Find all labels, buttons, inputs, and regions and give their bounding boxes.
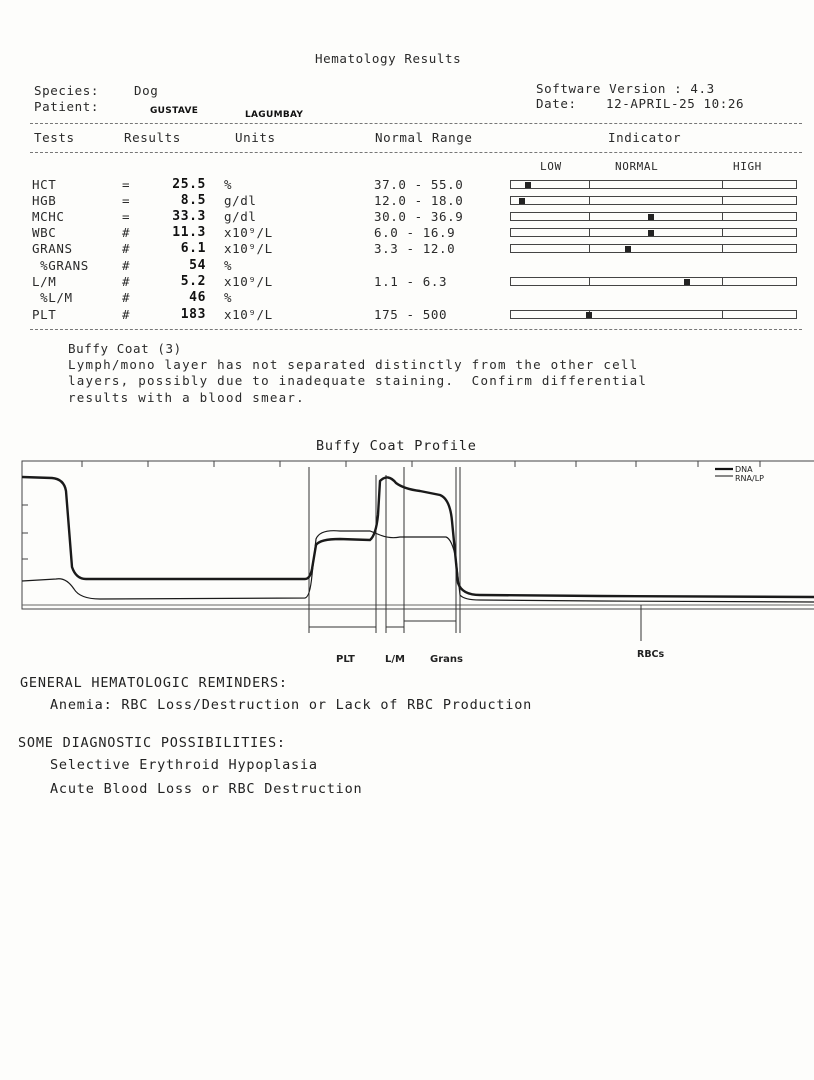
buffy-note-line: layers, possibly due to inadequate staining. Confirm differential — [68, 373, 648, 388]
result-flag: = — [122, 177, 131, 192]
diagnostics-heading: SOME DIAGNOSTIC POSSIBILITIES: — [18, 735, 286, 751]
indicator-bar — [510, 212, 797, 221]
result-value: 33.3 — [172, 209, 206, 224]
report-title: Hematology Results — [315, 51, 462, 66]
indicator-bar — [510, 228, 797, 237]
indicator-bar — [510, 310, 797, 319]
col-indicator: Indicator — [608, 130, 682, 145]
indicator-marker — [525, 182, 531, 188]
result-unit: % — [224, 290, 233, 305]
patient-last-name: LAGUMBAY — [245, 110, 304, 120]
divider — [30, 329, 802, 330]
reminders-heading: GENERAL HEMATOLOGIC REMINDERS: — [20, 675, 288, 691]
result-unit: x10⁹/L — [224, 307, 273, 322]
species-value: Dog — [134, 83, 159, 98]
indicator-marker — [648, 230, 654, 236]
result-flag: = — [122, 193, 131, 208]
col-normal-range: Normal Range — [375, 130, 473, 145]
indicator-marker — [625, 246, 631, 252]
test-name: HGB — [32, 193, 57, 208]
result-flag: # — [122, 241, 131, 256]
result-flag: # — [122, 307, 131, 322]
diagnostic-item: Selective Erythroid Hypoplasia — [50, 757, 318, 773]
result-value: 54 — [189, 258, 206, 273]
software-version: Software Version : 4.3 — [536, 81, 715, 96]
indicator-bar — [510, 196, 797, 205]
label-plt: PLT — [336, 654, 355, 665]
test-name: PLT — [32, 307, 57, 322]
diagnostic-item: Acute Blood Loss or RBC Destruction — [50, 781, 363, 797]
label-rbcs: RBCs — [637, 649, 665, 660]
indicator-bar — [510, 244, 797, 253]
result-flag: # — [122, 225, 131, 240]
profile-region-brackets — [309, 621, 456, 627]
indicator-high: HIGH — [733, 160, 762, 173]
profile-frame — [22, 461, 814, 609]
profile-title: Buffy Coat Profile — [316, 438, 477, 454]
result-flag: # — [122, 290, 131, 305]
buffy-note-line: results with a blood smear. — [68, 390, 305, 405]
rna-lp-curve — [22, 531, 814, 602]
result-unit: g/dl — [224, 193, 257, 208]
test-name: MCHC — [32, 209, 65, 224]
divider — [30, 123, 802, 124]
result-unit: % — [224, 258, 233, 273]
normal-range: 175 - 500 — [374, 307, 448, 322]
result-value: 6.1 — [180, 241, 206, 256]
result-unit: % — [224, 177, 233, 192]
result-flag: = — [122, 209, 131, 224]
label-lm: L/M — [385, 654, 405, 665]
legend-dna: DNA — [735, 465, 753, 474]
patient-first-name: GUSTAVE — [150, 106, 199, 116]
result-value: 46 — [189, 290, 206, 305]
col-results: Results — [124, 130, 181, 145]
col-units: Units — [235, 130, 276, 145]
test-name: WBC — [32, 225, 57, 240]
result-flag: # — [122, 274, 131, 289]
indicator-marker — [648, 214, 654, 220]
test-name: HCT — [32, 177, 57, 192]
result-unit: x10⁹/L — [224, 274, 273, 289]
profile-region-dividers — [309, 467, 641, 641]
divider — [30, 152, 802, 153]
indicator-marker — [586, 312, 592, 318]
species-label: Species: — [34, 83, 100, 98]
result-unit: x10⁹/L — [224, 241, 273, 256]
result-value: 8.5 — [180, 193, 206, 208]
indicator-low: LOW — [540, 160, 562, 173]
date-label: Date: — [536, 96, 577, 111]
legend-rna-lp: RNA/LP — [735, 474, 764, 483]
indicator-marker — [684, 279, 690, 285]
normal-range: 6.0 - 16.9 — [374, 225, 456, 240]
indicator-marker — [519, 198, 525, 204]
result-value: 183 — [180, 307, 206, 322]
result-value: 11.3 — [172, 225, 206, 240]
test-name: %L/M — [32, 290, 73, 305]
result-value: 5.2 — [180, 274, 206, 289]
indicator-normal: NORMAL — [615, 160, 659, 173]
test-name: L/M — [32, 274, 57, 289]
col-tests: Tests — [34, 130, 75, 145]
indicator-bar — [510, 180, 797, 189]
profile-top-ticks — [82, 461, 760, 467]
normal-range: 37.0 - 55.0 — [374, 177, 464, 192]
indicator-bar — [510, 277, 797, 286]
normal-range: 3.3 - 12.0 — [374, 241, 456, 256]
buffy-heading: Buffy Coat (3) — [68, 341, 182, 356]
reminder-item: Anemia: RBC Loss/Destruction or Lack of RBC Production — [50, 697, 533, 713]
profile-left-ticks — [22, 505, 28, 559]
patient-label: Patient: — [34, 99, 100, 114]
date-value: 12-APRIL-25 10:26 — [606, 96, 745, 111]
test-name: GRANS — [32, 241, 73, 256]
buffy-note-line: Lymph/mono layer has not separated distinctly from the other cell — [68, 357, 639, 372]
normal-range: 30.0 - 36.9 — [374, 209, 464, 224]
normal-range: 12.0 - 18.0 — [374, 193, 464, 208]
normal-range: 1.1 - 6.3 — [374, 274, 448, 289]
result-flag: # — [122, 258, 131, 273]
result-value: 25.5 — [172, 177, 206, 192]
result-unit: x10⁹/L — [224, 225, 273, 240]
test-name: %GRANS — [32, 258, 89, 273]
buffy-coat-profile-chart — [0, 455, 814, 670]
result-unit: g/dl — [224, 209, 257, 224]
label-grans: Grans — [430, 654, 463, 665]
